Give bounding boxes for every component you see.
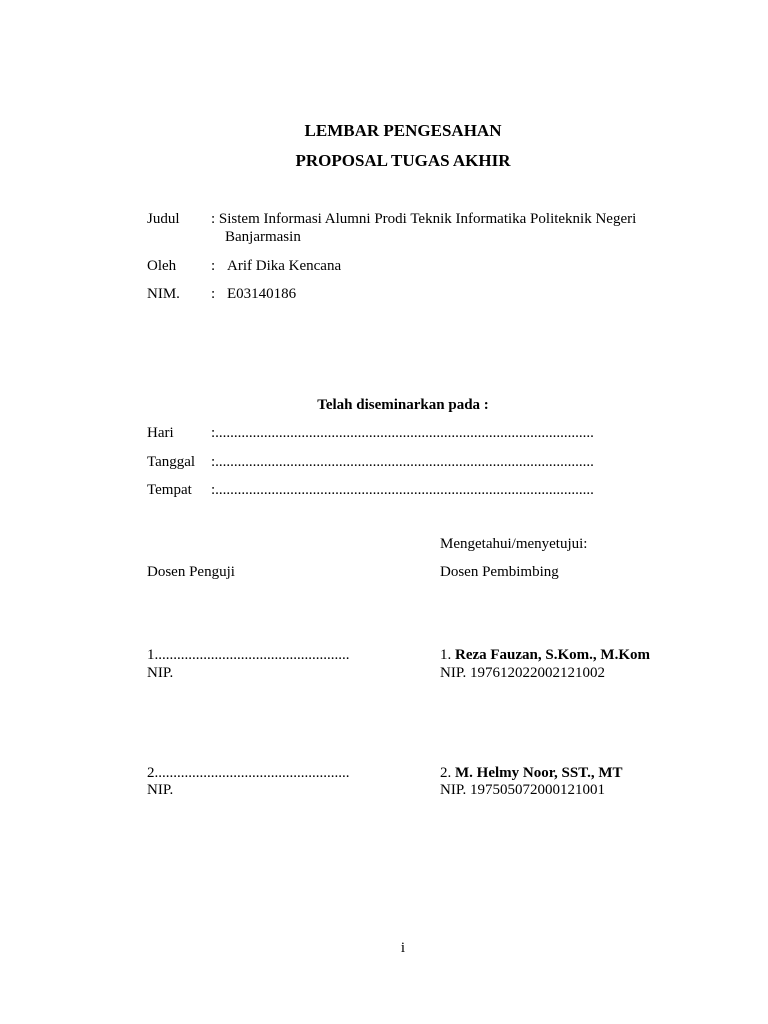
page-title-line2: PROPOSAL TUGAS AKHIR (295, 151, 511, 170)
pembimbing2-name (440, 764, 623, 782)
pembimbing2-nip: NIP. 197505072000121001 (440, 782, 606, 798)
pembimbing2-name-text: M. Helmy Noor, SST., MT (455, 765, 623, 781)
pembimbing1-name (440, 646, 650, 664)
tanggal-value: :..................................................................................................... (211, 454, 594, 470)
nim-label: NIM. (147, 286, 180, 302)
hari-label: Hari (147, 425, 174, 441)
oleh-value: Arif Dika Kencana (227, 258, 342, 274)
judul-value (211, 210, 663, 246)
dosen-pembimbing-heading: Dosen Pembimbing (440, 564, 559, 580)
penguji2-signature-line: 2.................................................... (147, 765, 350, 781)
pembimbing1-nip: NIP. 197612022002121002 (440, 665, 606, 681)
penguji1-signature-line: 1.................................................... (147, 647, 350, 663)
oleh-label: Oleh (147, 258, 177, 274)
page-number: i (400, 940, 406, 956)
pembimbing1-name-text: Reza Fauzan, S.Kom., M.Kom (455, 647, 650, 663)
dosen-penguji-heading: Dosen Penguji (147, 564, 235, 580)
pembimbing2-number: 2. (440, 765, 452, 781)
page-title-line1: LEMBAR PENGESAHAN (304, 121, 502, 140)
nim-value: E03140186 (227, 286, 297, 302)
judul-value-line2: Banjarmasin (225, 229, 301, 245)
tempat-label: Tempat (147, 482, 192, 498)
penguji1-nip: NIP. (147, 665, 174, 681)
seminar-heading: Telah diseminarkan pada : (317, 397, 489, 413)
tempat-value: :..................................................................................................... (211, 482, 594, 498)
hari-value: :..................................................................................................... (211, 425, 594, 441)
nim-colon: : (211, 286, 216, 302)
tanggal-label: Tanggal (147, 454, 196, 470)
judul-value-line1: : Sistem Informasi Alumni Prodi Teknik Informatika Politeknik Negeri (211, 211, 637, 227)
judul-label: Judul (147, 211, 180, 227)
oleh-colon: : (211, 258, 216, 274)
mengetahui-label: Mengetahui/menyetujui: (440, 536, 588, 552)
pembimbing1-number: 1. (440, 647, 452, 663)
penguji2-nip: NIP. (147, 782, 174, 798)
